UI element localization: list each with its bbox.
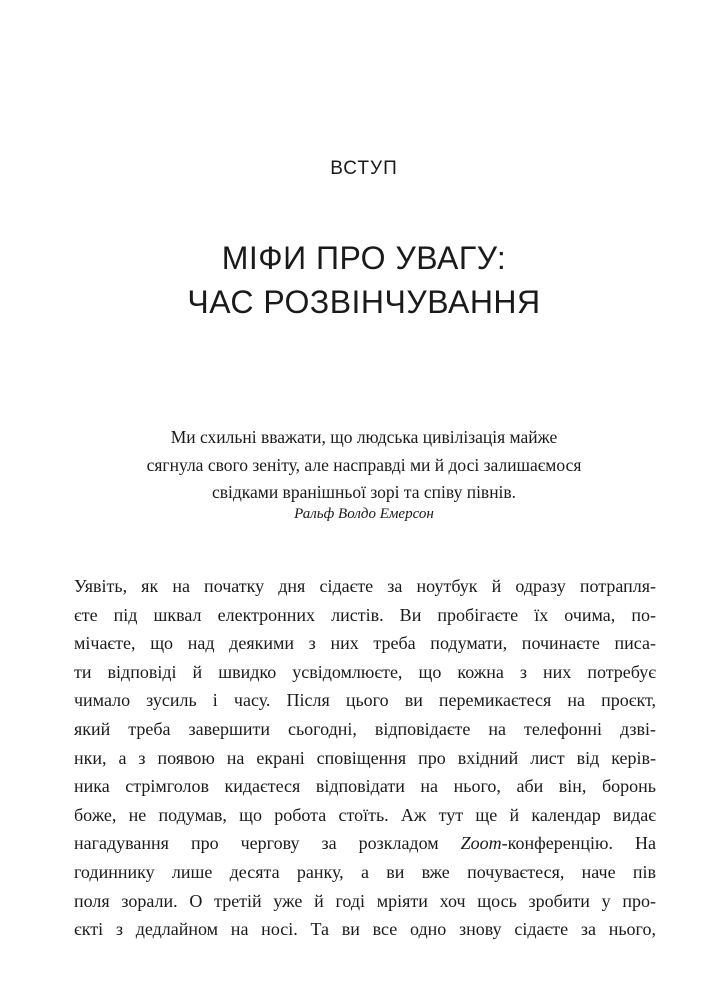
- body-line-10: [74, 829, 656, 858]
- epigraph-line-2: сягнула свого зеніту, але насправді ми й досі залишаємося: [146, 454, 582, 475]
- body-line-5: чимало зусиль і часу. Після цього ви перемикаєтеся на проєкт,: [74, 690, 656, 711]
- body-line-11: годиннику лише десята ранку, а ви вже почуваєтеся, наче пів: [74, 861, 656, 882]
- body-line-13: єкті з дедлайном на носі. Та ви все одно знову сідаєте за нього,: [74, 919, 656, 940]
- epigraph-author: Ральф Волдо Емерсон: [294, 506, 434, 522]
- body-line-6: який треба завершити сьогодні, відповідаєте на телефонні дзві-: [74, 718, 656, 739]
- body-line-10-start: нагадування про чергову за розкладом: [74, 833, 461, 854]
- body-line-4: ти відповіді й швидко усвідомлюєте, що кожна з них потребує: [74, 661, 656, 682]
- body-line-10-end: -конференцію. На: [501, 833, 656, 854]
- body-paragraph: [74, 572, 656, 944]
- chapter-title: [0, 236, 728, 324]
- epigraph-line-3: свідками вранішньої зорі та співу півнів.: [211, 482, 517, 502]
- body-line-1: Уявіть, як на початку дня сідаєте за ноутбук й одразу потрапля-: [74, 576, 656, 596]
- body-line-2: єте під шквал електронних листів. Ви пробігаєте їх очима, по-: [74, 604, 656, 625]
- chapter-title-line-2: ЧАС РОЗВІНЧУВАННЯ: [187, 284, 541, 320]
- zoom-italic-term: Zoom: [460, 833, 502, 854]
- body-line-7: нки, а з появою на екрані сповіщення про вхідний лист від керів-: [74, 747, 656, 768]
- body-line-9: боже, не подумав, що робота стоїть. Аж тут ще й календар видає: [74, 804, 656, 825]
- section-label: ВСТУП: [330, 158, 398, 179]
- body-line-8: ника стрімголов кидаєтеся відповідати на нього, аби він, боронь: [74, 776, 656, 797]
- body-line-3: мічаєте, що над деякими з них треба подумати, починаєте писа-: [74, 633, 656, 654]
- epigraph-quote: [120, 424, 608, 507]
- body-line-12: поля зорали. О третій уже й годі мріяти хоч щось зробити у про-: [74, 890, 656, 911]
- chapter-title-line-1: МІФИ ПРО УВАГУ:: [221, 240, 507, 276]
- epigraph-line-1: Ми схильні вважати, що людська цивілізація майже: [170, 427, 558, 447]
